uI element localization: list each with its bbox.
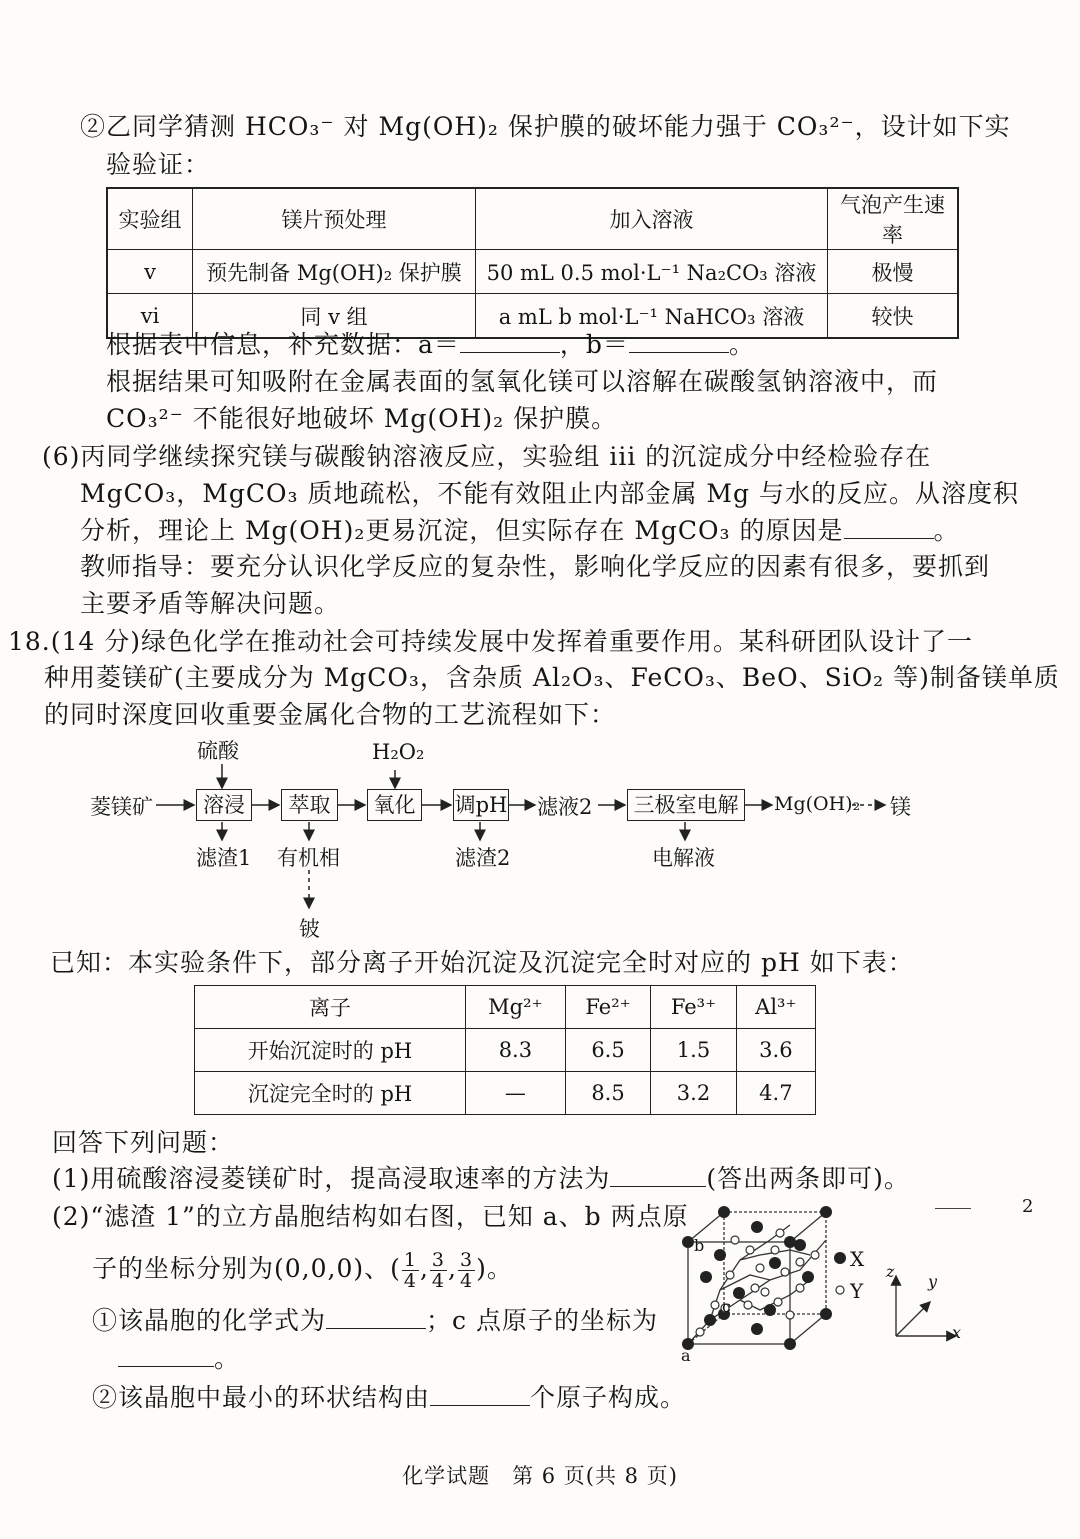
table-header: 气泡产生速率 — [828, 188, 959, 250]
flow-residue2: 滤渣2 — [455, 846, 511, 870]
fill-a-label: 根据表中信息，补充数据：a＝ — [106, 330, 460, 359]
q17-part2-line2: 验验证： — [106, 150, 211, 179]
q17-part6-line1: (6)丙同学继续探究镁与碳酸钠溶液反应，实验组 iii 的沉淀成分中经检验存在 — [42, 442, 932, 471]
table-cell: — — [466, 1072, 566, 1115]
table-header: 镁片预处理 — [193, 188, 476, 250]
crystal-cell-diagram — [660, 1200, 960, 1370]
answer-blank-coordinate[interactable] — [118, 1344, 214, 1367]
table-header: Al³⁺ — [736, 986, 815, 1029]
sub2-end: 个原子构成。 — [530, 1383, 687, 1412]
q17-part6-line2: MgCO₃，MgCO₃ 质地疏松，不能有效阻止内部金属 Mg 与水的反应。从溶度积 — [80, 479, 1019, 508]
q1-text: (1)用硫酸溶浸菱镁矿时，提高浸取速率的方法为 — [52, 1164, 611, 1193]
axis-x-label: x — [952, 1323, 962, 1342]
fraction — [430, 1250, 447, 1291]
q18-part2-line1: (2)“滤渣 1”的立方晶胞结构如右图，已知 a、b 两点原 — [52, 1202, 689, 1231]
answer-blank-ring-size[interactable] — [430, 1383, 530, 1406]
known-conditions: 已知：本实验条件下，部分离子开始沉淀及沉淀完全时对应的 pH 如下表： — [50, 948, 914, 977]
sub1-text: ①该晶胞的化学式为 — [92, 1306, 327, 1335]
legend-x-label: X — [850, 1247, 865, 1271]
legend-y-dot — [836, 1286, 844, 1294]
table-cell: 4.7 — [736, 1072, 815, 1115]
q18-intro-line1: 18.(14 分)绿色化学在推动社会可持续发展中发挥着重要作用。某科研团队设计了一 — [8, 627, 974, 656]
table-row — [195, 1072, 816, 1115]
period: 。 — [933, 516, 960, 545]
sub2-text: ②该晶胞中最小的环状结构由 — [92, 1383, 431, 1412]
q1-end: (答出两条即可)。 — [706, 1164, 910, 1193]
table-header: Fe³⁺ — [651, 986, 736, 1029]
q17-conclusion2: CO₃²⁻ 不能很好地破坏 Mg(OH)₂ 保护膜。 — [106, 404, 618, 433]
crystal-label-b: b — [694, 1236, 705, 1255]
flow-step-leach: 溶浸 — [196, 789, 252, 821]
margin-dash — [935, 1208, 971, 1209]
teacher-guidance-line2: 主要矛盾等解决问题。 — [80, 589, 341, 618]
table-cell: 3.6 — [736, 1029, 815, 1072]
axis-z-label: z — [886, 1262, 895, 1281]
legend-x-dot — [834, 1252, 846, 1264]
q17-part2-line1: ②乙同学猜测 HCO₃⁻ 对 Mg(OH)₂ 保护膜的破坏能力强于 CO₃²⁻，设计如下实 — [80, 112, 1011, 141]
flow-sulfuric-acid: 硫酸 — [197, 739, 239, 763]
fraction — [458, 1250, 475, 1291]
answer-blank-methods[interactable] — [610, 1164, 706, 1187]
fill-end: 。 — [728, 330, 755, 359]
table-cell: 8.3 — [466, 1029, 566, 1072]
table-cell: 1.5 — [651, 1029, 736, 1072]
ph-table — [194, 985, 816, 1115]
page-footer: 化学试题 第 6 页(共 8 页) — [402, 1464, 678, 1488]
table-row — [195, 1029, 816, 1072]
flow-filtrate2: 滤液2 — [537, 795, 593, 819]
table-cell: 8.5 — [565, 1072, 650, 1115]
table-cell: 极慢 — [828, 250, 959, 294]
table-header: 离子 — [195, 986, 466, 1029]
flow-electrolyte: 电解液 — [652, 846, 715, 870]
crystal-label-c: c — [722, 1297, 731, 1316]
sub1-mid: ；c 点原子的坐标为 — [426, 1306, 658, 1335]
q18-intro-line3: 的同时深度回收重要金属化合物的工艺流程如下： — [44, 700, 617, 729]
table-cell: 预先制备 Mg(OH)₂ 保护膜 — [193, 250, 476, 294]
q17-conclusion1: 根据结果可知吸附在金属表面的氢氧化镁可以溶解在碳酸氢钠溶液中，而 — [106, 367, 939, 396]
teacher-guidance-line1: 教师指导：要充分认识化学反应的复杂性，影响化学反应的因素有很多，要抓到 — [80, 552, 991, 581]
table-header-row — [195, 986, 816, 1029]
numerator: 3 — [459, 1249, 474, 1271]
margin-mark: 2 — [1022, 1196, 1034, 1217]
coord-prefix: 子的坐标分别为(0,0,0)、( — [92, 1254, 401, 1283]
table-cell: a mL b mol·L⁻¹ NaHCO₃ 溶液 — [476, 294, 828, 339]
period: 。 — [214, 1344, 241, 1373]
q18-part2-sub2 — [92, 1383, 686, 1413]
table-header: Fe²⁺ — [565, 986, 650, 1029]
q18-part2-line2: 子的坐标分别为(0,0,0)、( $\frac{1}{4}$ , $\frac{3}{4}$ , $\frac{3}{4}$ )。 — [92, 1249, 513, 1292]
numerator: 3 — [431, 1249, 446, 1271]
table-cell: v — [107, 250, 193, 294]
flow-mgoh2: Mg(OH)₂ — [774, 793, 861, 815]
coord-suffix: )。 — [476, 1254, 513, 1283]
flow-h2o2: H₂O₂ — [372, 740, 425, 764]
crystal-label-a: a — [681, 1346, 691, 1365]
table-header: 实验组 — [107, 188, 193, 250]
table-cell: 沉淀完全时的 pH — [195, 1072, 466, 1115]
denominator: 4 — [431, 1270, 446, 1292]
table-header: Mg²⁺ — [466, 986, 566, 1029]
answer-blank-formula[interactable] — [326, 1306, 426, 1329]
table-header: 加入溶液 — [476, 188, 828, 250]
flow-step-electrolysis: 三极室电解 — [627, 789, 745, 821]
fill-b-label: ，b＝ — [559, 330, 629, 359]
flow-step-adjust-ph: 调pH — [453, 789, 509, 821]
flow-step-oxidize: 氧化 — [367, 789, 422, 821]
table-cell: 6.5 — [565, 1029, 650, 1072]
table-cell: 50 mL 0.5 mol·L⁻¹ Na₂CO₃ 溶液 — [476, 250, 828, 294]
table-cell: vi — [107, 294, 193, 339]
flow-final-mg: 镁 — [890, 795, 911, 819]
legend-y-label: Y — [850, 1279, 864, 1303]
flow-organic-phase: 有机相 — [277, 846, 340, 870]
table-cell: 较快 — [828, 294, 959, 339]
q18-part1 — [52, 1164, 910, 1194]
flow-beryllium: 铍 — [299, 917, 320, 941]
flow-input-ore: 菱镁矿 — [90, 795, 153, 819]
denominator: 4 — [459, 1270, 474, 1292]
table-cell: 3.2 — [651, 1072, 736, 1115]
flow-step-extract: 萃取 — [281, 789, 338, 821]
flow-residue1: 滤渣1 — [196, 846, 252, 870]
q18-part2-sub1 — [92, 1306, 658, 1336]
q18-intro-line2: 种用菱镁矿(主要成分为 MgCO₃，含杂质 Al₂O₃、FeCO₃、BeO、SiO₂ 等)制备镁单质 — [44, 663, 1060, 692]
part6-question: 分析，理论上 Mg(OH)₂更易沉淀，但实际存在 MgCO₃ 的原因是 — [80, 516, 844, 545]
table-cell: 同 v 组 — [193, 294, 476, 339]
table-cell: 开始沉淀时的 pH — [195, 1029, 466, 1072]
q18-part2-sub1-cont — [118, 1344, 240, 1374]
fraction — [402, 1250, 419, 1291]
axis-y-label: y — [928, 1272, 938, 1291]
answer-prompt: 回答下列问题： — [52, 1128, 235, 1157]
numerator: 1 — [403, 1249, 417, 1271]
denominator: 4 — [403, 1270, 417, 1292]
